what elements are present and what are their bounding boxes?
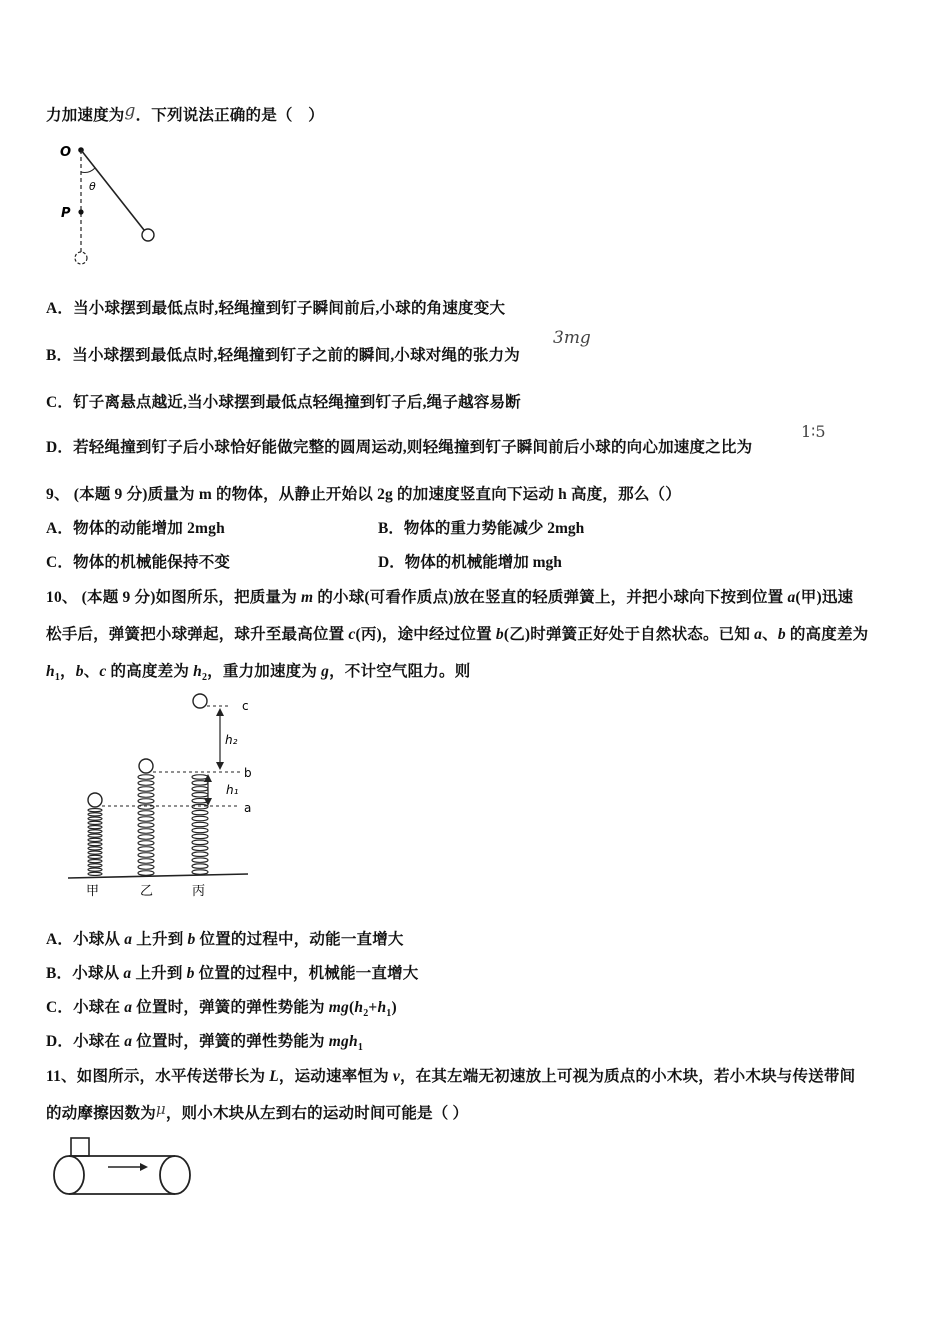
math-mu: μ [155,1100,166,1118]
pendulum-figure [55,140,175,270]
spring-bing [192,775,208,875]
q9-option-a: A．物体的动能增加 2mgh [46,520,225,537]
q9-stem: 9、 (本题 9 分)质量为 m 的物体，从静止开始以 2g 的加速度竖直向下运动 h 高度，那么（） [46,486,681,503]
label-b: b [244,766,252,780]
q9-option-c: C．物体的机械能保持不变 [46,554,231,571]
conveyor-figure [50,1136,200,1198]
label-theta: θ [89,180,96,193]
spring3-coil [192,775,208,875]
label-o: O [60,145,72,160]
q10-stem-line3: $h_1$，b、c 的高度差为 $h_2$，重力加速度为 g，不计空气阻力。则 [46,663,471,684]
q8-option-b-math: 3mg [553,328,591,348]
pendulum-bob [142,229,154,241]
label-p: P [61,206,71,221]
spring-jia [88,809,102,876]
ball-jia [88,793,102,807]
label-jia: 甲 [86,884,100,899]
spring-yi [138,775,154,876]
q8-option-b: B．当小球摆到最低点时,轻绳撞到钉子之前的瞬间,小球对绳的张力为 [46,347,520,364]
q10-option-a: A．小球从 a 上升到 b 位置的过程中，动能一直增大 [46,931,404,948]
q8-option-c: C．钉子离悬点越近,当小球摆到最低点轻绳撞到钉子后,绳子越容易断 [46,394,521,411]
q10-stem-line2: 松手后，弹簧把小球弹起，球升至最高位置 c(丙)，途中经过位置 b(乙)时弹簧正好处于自然状态。已知 a、b 的高度差为 [46,626,869,643]
q10-option-d: D．小球在 a 位置时，弹簧的弹性势能为 mgh$_1$ [46,1033,364,1054]
q8-option-d: D．若轻绳撞到钉子后小球恰好能做完整的圆周运动,则轻绳撞到钉子瞬间前后小球的向心加速度之比为 [46,439,753,456]
ball-yi [139,759,153,773]
q8-option-d-math: 1∶5 [801,422,826,441]
label-bing: 丙 [192,884,206,899]
label-h2: h₂ [225,733,238,747]
q10-option-c: C．小球在 a 位置时，弹簧的弹性势能为 $mg(h_2+h_1)$ [46,999,397,1020]
q9-option-b: B．物体的重力势能减少 2mgh [378,520,585,537]
spring1-coil [88,809,102,876]
label-yi: 乙 [140,884,154,899]
q8-option-a: A．当小球摆到最低点时,轻绳撞到钉子瞬间前后,小球的角速度变大 [46,300,506,317]
spring-figure [60,688,260,903]
math-g: g [124,101,136,121]
q8-intro: 力加速度为g．下列说法正确的是（ ） [46,101,325,124]
q11-stem-line2: 的动摩擦因数为μ，则小木块从左到右的运动时间可能是（ ） [46,1100,469,1122]
wood-block [71,1138,89,1156]
q9-option-d: D．物体的机械能增加 mgh [378,554,562,571]
label-c: c [242,699,249,713]
q10-stem-line1: 10、 (本题 9 分)如图所乐，把质量为 m 的小球(可看作质点)放在竖直的轻质弹簧上，并把小球向下按到位置 a(甲)迅速 [46,589,854,606]
q10-option-b: B．小球从 a 上升到 b 位置的过程中，机械能一直增大 [46,965,419,982]
label-a: a [244,801,252,815]
q11-stem-line1: 11、如图所示，水平传送带长为 L，运动速率恒为 v，在其左端无初速放上可视为质点的小木块，若小木块与传送带间 [46,1068,856,1085]
ball-bing [193,694,207,708]
label-h1: h₁ [226,783,239,797]
spring2-coil [138,775,154,876]
